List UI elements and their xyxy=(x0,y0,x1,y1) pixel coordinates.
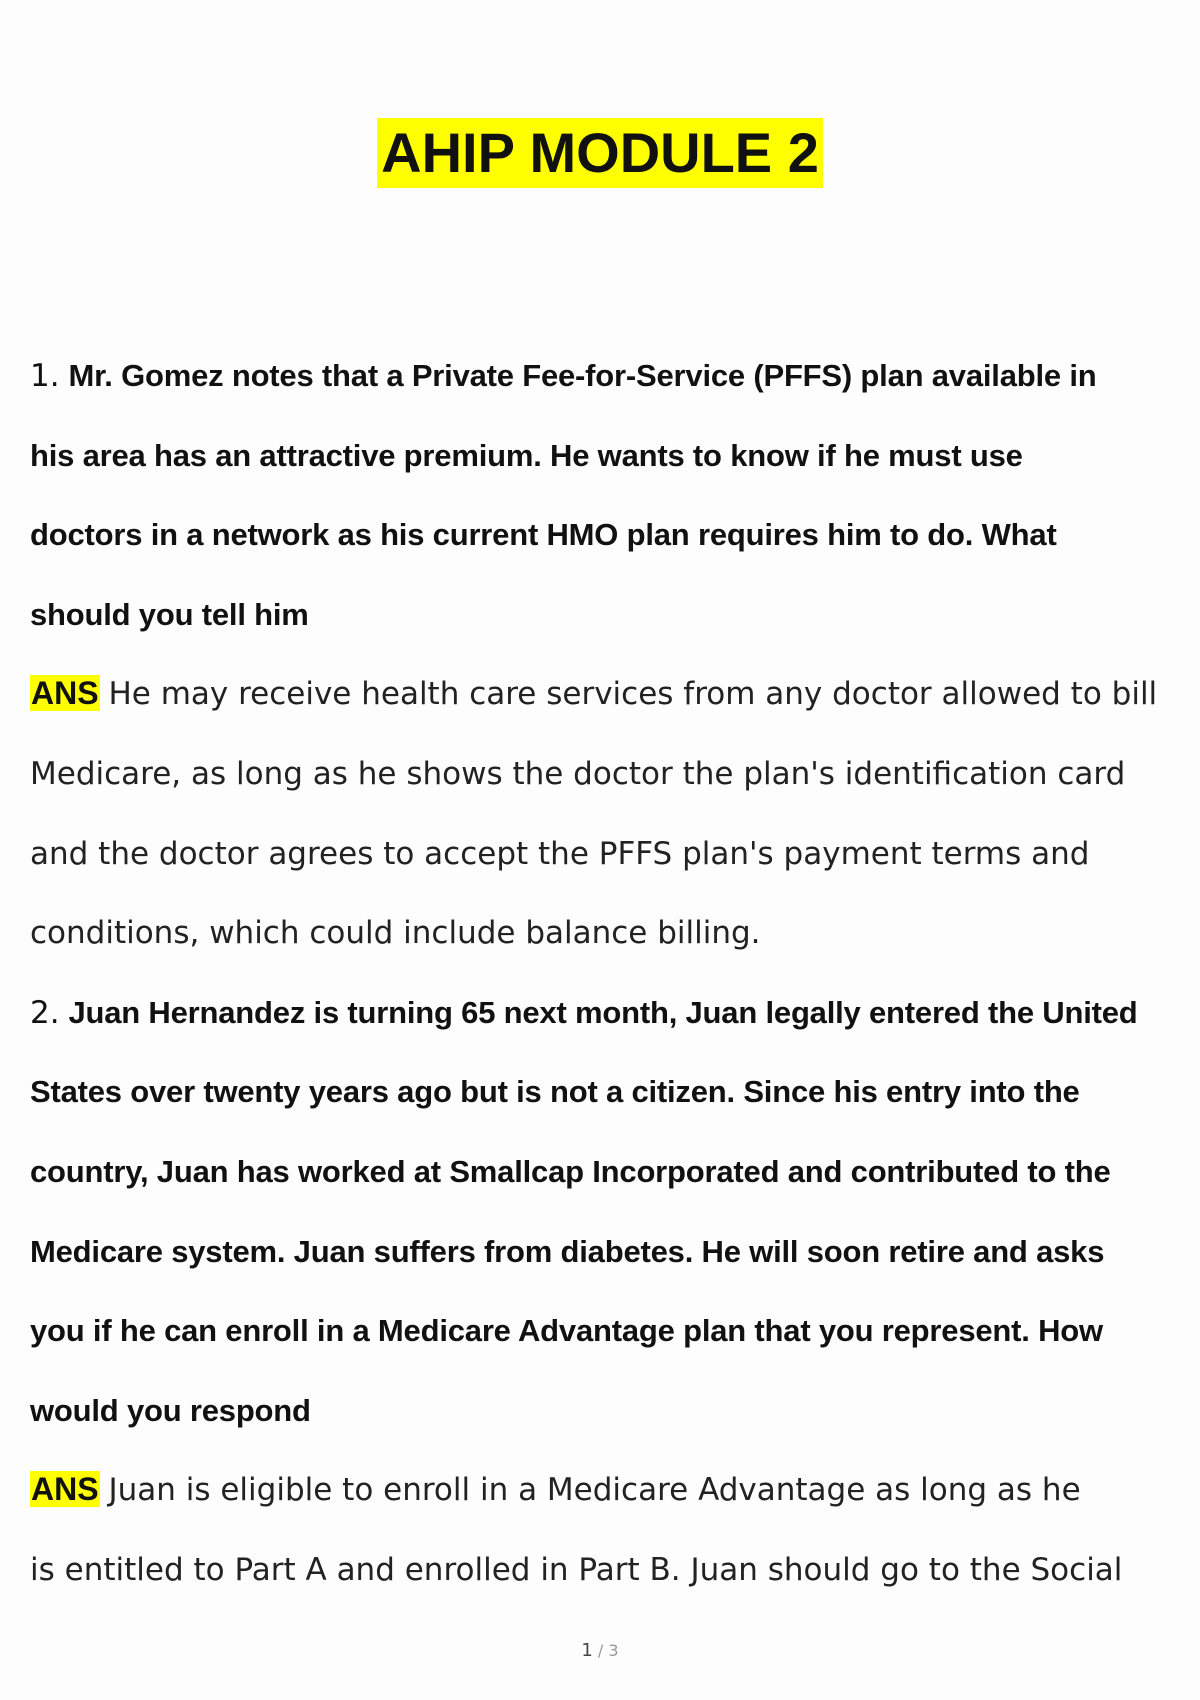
title-container xyxy=(0,118,1200,188)
answer-line xyxy=(30,823,1170,903)
question-text: his area has an attractive premium. He wants to know if he must use xyxy=(30,437,1023,473)
total-pages: 3 xyxy=(608,1641,619,1660)
question-line xyxy=(30,584,1170,664)
answer-line xyxy=(30,663,1170,743)
question-line xyxy=(30,345,1170,425)
question-text: Mr. Gomez notes that a Private Fee-for-Service (PFFS) plan available in xyxy=(68,358,1097,393)
question-text: country, Juan has worked at Smallcap Incorporated and contributed to the xyxy=(30,1153,1111,1189)
answer-line xyxy=(30,902,1170,982)
question-line xyxy=(30,1380,1170,1460)
question-text: you if he can enroll in a Medicare Advantage plan that you represent. How xyxy=(30,1313,1103,1349)
question-line xyxy=(30,504,1170,584)
question-line xyxy=(30,982,1170,1062)
answer-label: ANS xyxy=(31,1471,99,1508)
page-indicator xyxy=(0,1640,1200,1661)
question-text: should you tell him xyxy=(30,596,309,632)
page-separator: / xyxy=(592,1641,609,1660)
question-text: Juan Hernandez is turning 65 next month, Juan legally entered the United xyxy=(68,994,1138,1030)
answer-line xyxy=(30,743,1170,823)
current-page: 1 xyxy=(581,1640,593,1661)
qa-content xyxy=(30,345,1170,1619)
question-number: 1. xyxy=(30,358,60,394)
answer-text: Juan is eligible to enroll in a Medicare Advantage as long as he xyxy=(108,1472,1081,1509)
question-text: Medicare system. Juan suffers from diabetes. He will soon retire and asks xyxy=(30,1233,1105,1269)
answer-line xyxy=(30,1539,1170,1619)
answer-text: He may receive health care services from any doctor allowed to bill xyxy=(108,676,1158,713)
question-text: doctors in a network as his current HMO plan requires him to do. What xyxy=(30,517,1057,553)
answer-line xyxy=(30,1459,1170,1539)
question-line xyxy=(30,1221,1170,1301)
question-line xyxy=(30,1061,1170,1141)
answer-label: ANS xyxy=(31,675,99,712)
question-number: 2. xyxy=(30,994,60,1031)
answer-text: conditions, which could include balance billing. xyxy=(30,915,761,952)
answer-text: Medicare, as long as he shows the doctor the plan's identification card xyxy=(30,755,1126,792)
answer-text: and the doctor agrees to accept the PFFS plan's payment terms and xyxy=(30,835,1090,872)
question-text: would you respond xyxy=(30,1392,311,1428)
question-line xyxy=(30,425,1170,505)
question-text: States over twenty years ago but is not a citizen. Since his entry into the xyxy=(30,1074,1080,1110)
question-line xyxy=(30,1300,1170,1380)
question-line xyxy=(30,1141,1170,1221)
page-title: AHIP MODULE 2 xyxy=(377,118,823,188)
answer-text: is entitled to Part A and enrolled in Part B. Juan should go to the Social xyxy=(30,1551,1123,1588)
